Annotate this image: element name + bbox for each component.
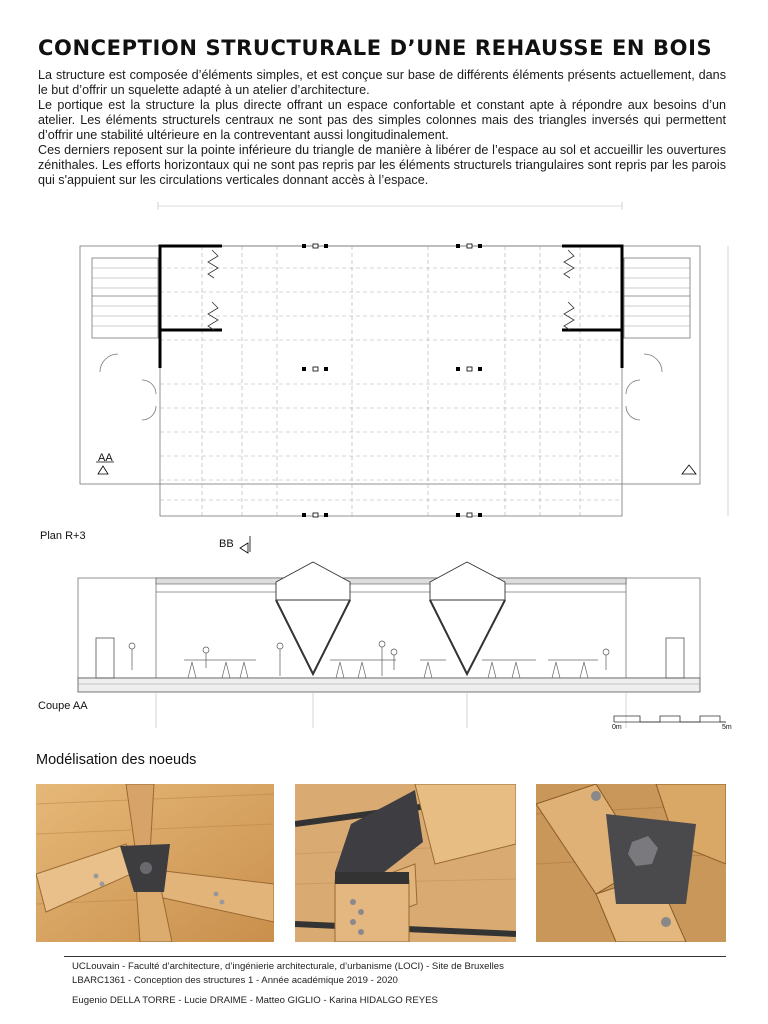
scale-start-label: 0m <box>612 724 622 731</box>
floor-plan <box>80 246 700 516</box>
intro-paragraph-3: Ces derniers reposent sur la pointe inférieure du triangle de manière à libérer de l’espace au sol et accueillir les ouvertures zénithales. Les efforts horizontaux qui ne sont pas repris par les éléments structurels triangulaires sont repris par les parois qui s'appuient sur les circulations verticales donnant accès à l’espace. <box>38 143 726 187</box>
intro-text <box>38 68 726 188</box>
intro-paragraph-2: Le portique est la structure la plus directe offrant un espace confortable et constant apte à répondre aux besoins d’un atelier. Les éléments structurels centraux ne sont pas des simples colonnes mais des triangles inversés qui permettent d’offrir une stabilité ultérieure en la contreventant aussi longitudinalement. <box>38 98 726 142</box>
page-title: CONCEPTION STRUCTURALE D’UNE REHAUSSE EN BOIS <box>38 36 713 60</box>
section-label: Coupe AA <box>38 700 88 712</box>
footer-institution: UCLouvain - Faculté d’architecture, d’ingénierie architecturale, d’urbanisme (LOCI) - Site de Bruxelles <box>72 961 504 972</box>
intro-paragraph-1: La structure est composée d’éléments simples, et est conçue sur base de différents éléments présents actuellement, dans le but d’offrir un squelette adapté à un atelier d’architecture. <box>38 68 726 97</box>
plan-label: Plan R+3 <box>40 530 86 542</box>
footer-authors: Eugenio DELLA TORRE - Lucie DRAIME - Matteo GIGLIO - Karina HIDALGO REYES <box>72 995 438 1006</box>
node-photo-1 <box>36 784 274 942</box>
scale-end-label: 5m <box>722 724 732 731</box>
node-photo-3 <box>536 784 726 942</box>
gallery-heading: Modélisation des noeuds <box>36 752 197 768</box>
footer-divider <box>64 956 726 957</box>
node-photo-2 <box>295 784 516 942</box>
footer-course: LBARC1361 - Conception des structures 1 - Année académique 2019 - 2020 <box>72 975 398 986</box>
architectural-drawings <box>0 198 768 738</box>
section-marker-bb: BB <box>219 538 234 550</box>
section-marker-aa: AA <box>98 452 113 464</box>
section-drawing <box>78 578 700 678</box>
